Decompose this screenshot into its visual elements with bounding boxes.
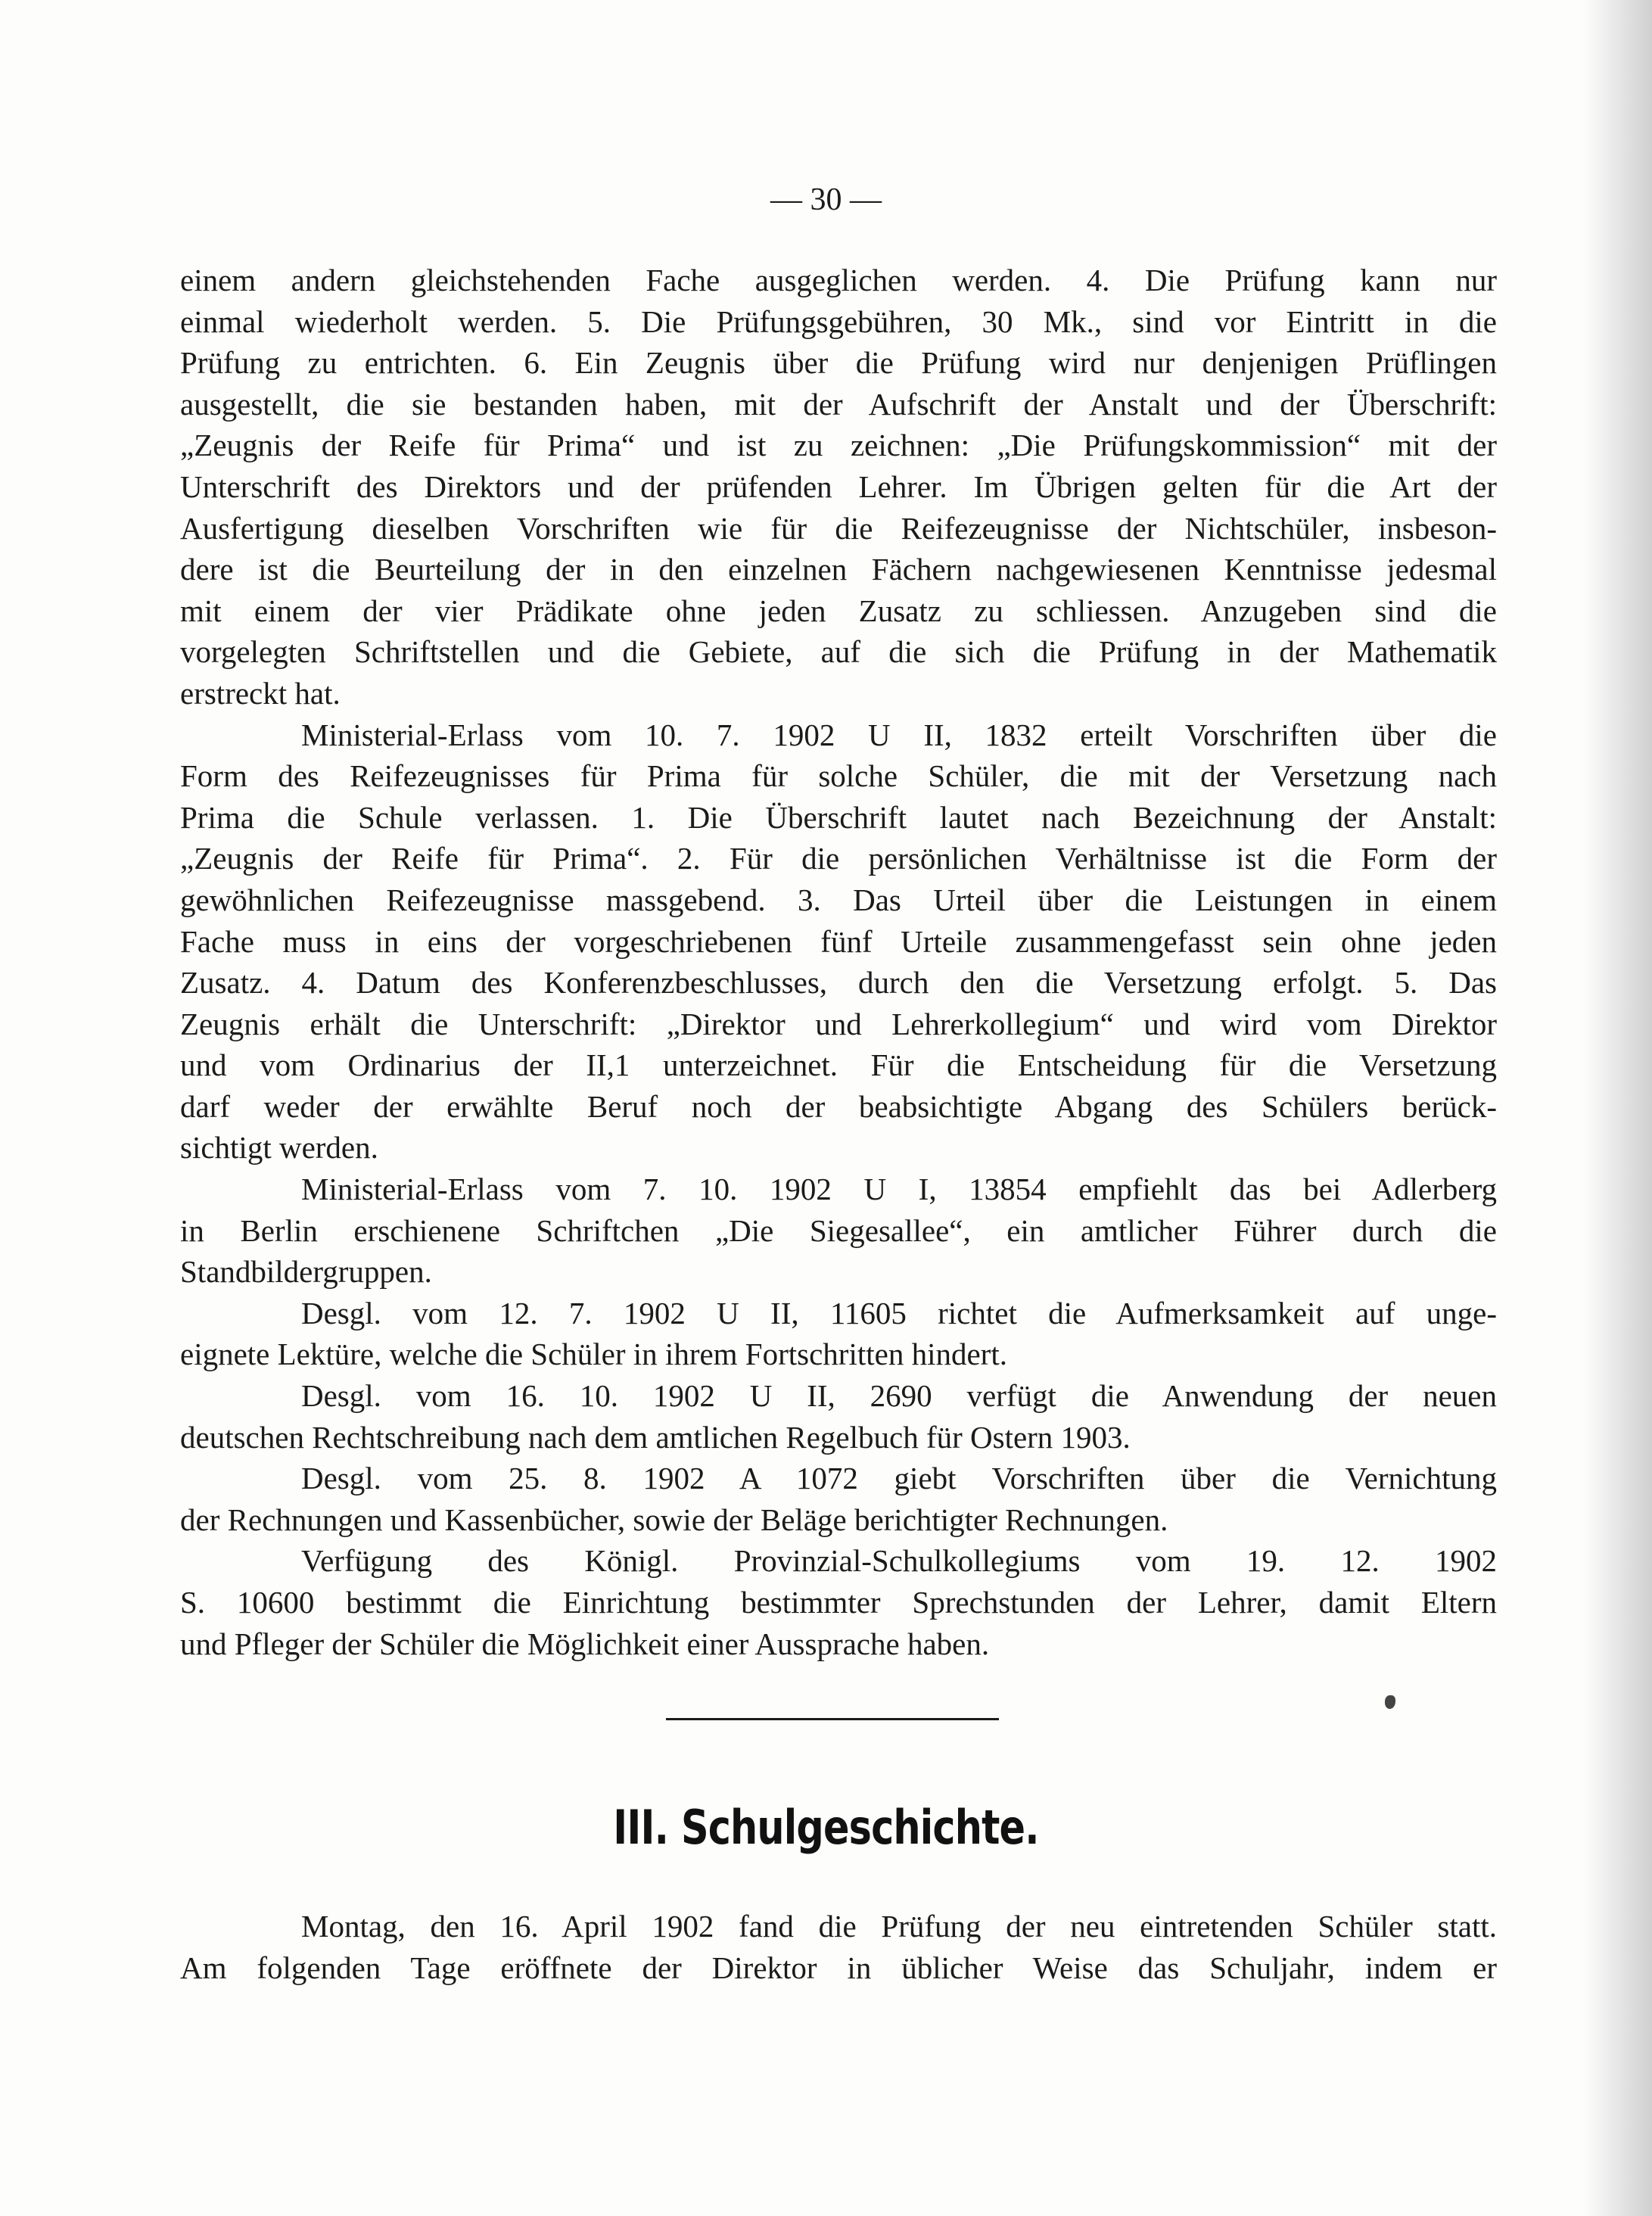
text-line: Form des Reifezeugnisses für Prima für solche Schüler, die mit der Versetzung nach (180, 758, 1497, 794)
text-line: sichtigt werden. (180, 1130, 378, 1166)
text-line: Montag, den 16. April 1902 fand die Prüfung der neu eintretenden Schüler statt. (301, 1909, 1497, 1944)
text-line: ausgestellt, die sie bestanden haben, mit der Aufschrift der Anstalt und der Überschrift: (180, 386, 1497, 422)
text-line: Ministerial-Erlass vom 10. 7. 1902 U II, 1832 erteilt Vorschriften über die (301, 717, 1497, 752)
text-line: vorgelegten Schriftstellen und die Gebiete, auf die sich die Prüfung in der Mathematik (180, 634, 1497, 670)
text-line: Ausfertigung dieselben Vorschriften wie für die Reifezeugnisse der Nichtschüler, insbeson- (180, 510, 1497, 546)
text-line: mit einem der vier Prädikate ohne jeden Zusatz zu schliessen. Anzugeben sind die (180, 593, 1497, 628)
text-line: Unterschrift des Direktors und der prüfenden Lehrer. Im Übrigen gelten für die Art der (180, 468, 1497, 504)
text-line: und Pfleger der Schüler die Möglichkeit einer Aussprache haben. (180, 1626, 990, 1661)
text-line: Am folgenden Tage eröffnete der Direktor in üblicher Weise das Schuljahr, indem er (180, 1950, 1497, 1985)
text-line: Desgl. vom 12. 7. 1902 U II, 11605 richtet die Aufmerksamkeit auf unge- (301, 1295, 1497, 1331)
text-line: dere ist die Beurteilung der in den einzelnen Fächern nachgewiesenen Kenntnisse jedesmal (180, 552, 1497, 587)
section-paragraph (180, 1906, 1497, 1988)
page-edge-shadow (1584, 0, 1652, 2216)
text-line: gewöhnlichen Reifezeugnisse massgebend. 3. Das Urteil über die Leistungen in einem (180, 882, 1497, 917)
section-divider-rule (666, 1718, 999, 1720)
text-line: erstreckt hat. (180, 675, 341, 711)
text-line: „Zeugnis der Reife für Prima“. 2. Für die persönlichen Verhältnisse ist die Form der (180, 841, 1497, 876)
text-line: und vom Ordinarius der II,1 unterzeichnet. Für die Entscheidung für die Versetzung (180, 1047, 1497, 1083)
text-line: darf weder der erwählte Beruf noch der beabsichtigte Abgang des Schülers berück- (180, 1088, 1497, 1124)
text-line: deutschen Rechtschreibung nach dem amtlichen Regelbuch für Ostern 1903. (180, 1419, 1131, 1455)
text-line: einem andern gleichstehenden Fache ausgeglichen werden. 4. Die Prüfung kann nur (180, 263, 1497, 297)
text-line: einmal wiederholt werden. 5. Die Prüfungsgebühren, 30 Mk., sind vor Eintritt in die (180, 303, 1497, 339)
text-line: Zusatz. 4. Datum des Konferenzbeschlusses, durch den die Versetzung erfolgt. 5. Das (180, 965, 1497, 1001)
text-line: Zeugnis erhält die Unterschrift: „Direktor und Lehrerkollegium“ und wird vom Direktor (180, 1006, 1497, 1041)
text-line: Prüfung zu entrichten. 6. Ein Zeugnis über die Prüfung wird nur denjenigen Prüflingen (180, 345, 1497, 381)
text-line: Desgl. vom 16. 10. 1902 U II, 2690 verfügt die Anwendung der neuen (301, 1378, 1497, 1414)
text-line: eignete Lektüre, welche die Schüler in ihrem Fortschritten hindert. (180, 1337, 1007, 1372)
page-number: — 30 — (770, 182, 882, 217)
text-line: in Berlin erschienene Schriftchen „Die Siegesallee“, ein amtlicher Führer durch die (180, 1212, 1497, 1248)
text-line: Ministerial-Erlass vom 7. 10. 1902 U I, 13854 empfiehlt das bei Adlerberg (301, 1172, 1497, 1207)
text-line: S. 10600 bestimmt die Einrichtung bestimmter Sprechstunden der Lehrer, damit Eltern (180, 1585, 1497, 1620)
paragraph-continuation (180, 260, 1497, 1664)
text-line: „Zeugnis der Reife für Prima“ und ist zu zeichnen: „Die Prüfungskommission“ mit der (180, 428, 1497, 463)
section-heading: III. Schulgeschichte. (613, 1800, 1039, 1855)
text-line: Fache muss in eins der vorgeschriebenen fünf Urteile zusammengefasst sein ohne jeden (180, 923, 1497, 959)
text-line: Prima die Schule verlassen. 1. Die Überschrift lautet nach Bezeichnung der Anstalt: (180, 799, 1497, 835)
text-line: Desgl. vom 25. 8. 1902 A 1072 giebt Vorschriften über die Vernichtung (301, 1461, 1497, 1496)
ink-blot (1385, 1695, 1395, 1709)
text-line: Verfügung des Königl. Provinzial-Schulkollegiums vom 19. 12. 1902 (301, 1543, 1497, 1579)
text-line: Standbildergruppen. (180, 1254, 432, 1290)
text-line: der Rechnungen und Kassenbücher, sowie der Beläge berichtigter Rechnungen. (180, 1502, 1168, 1537)
